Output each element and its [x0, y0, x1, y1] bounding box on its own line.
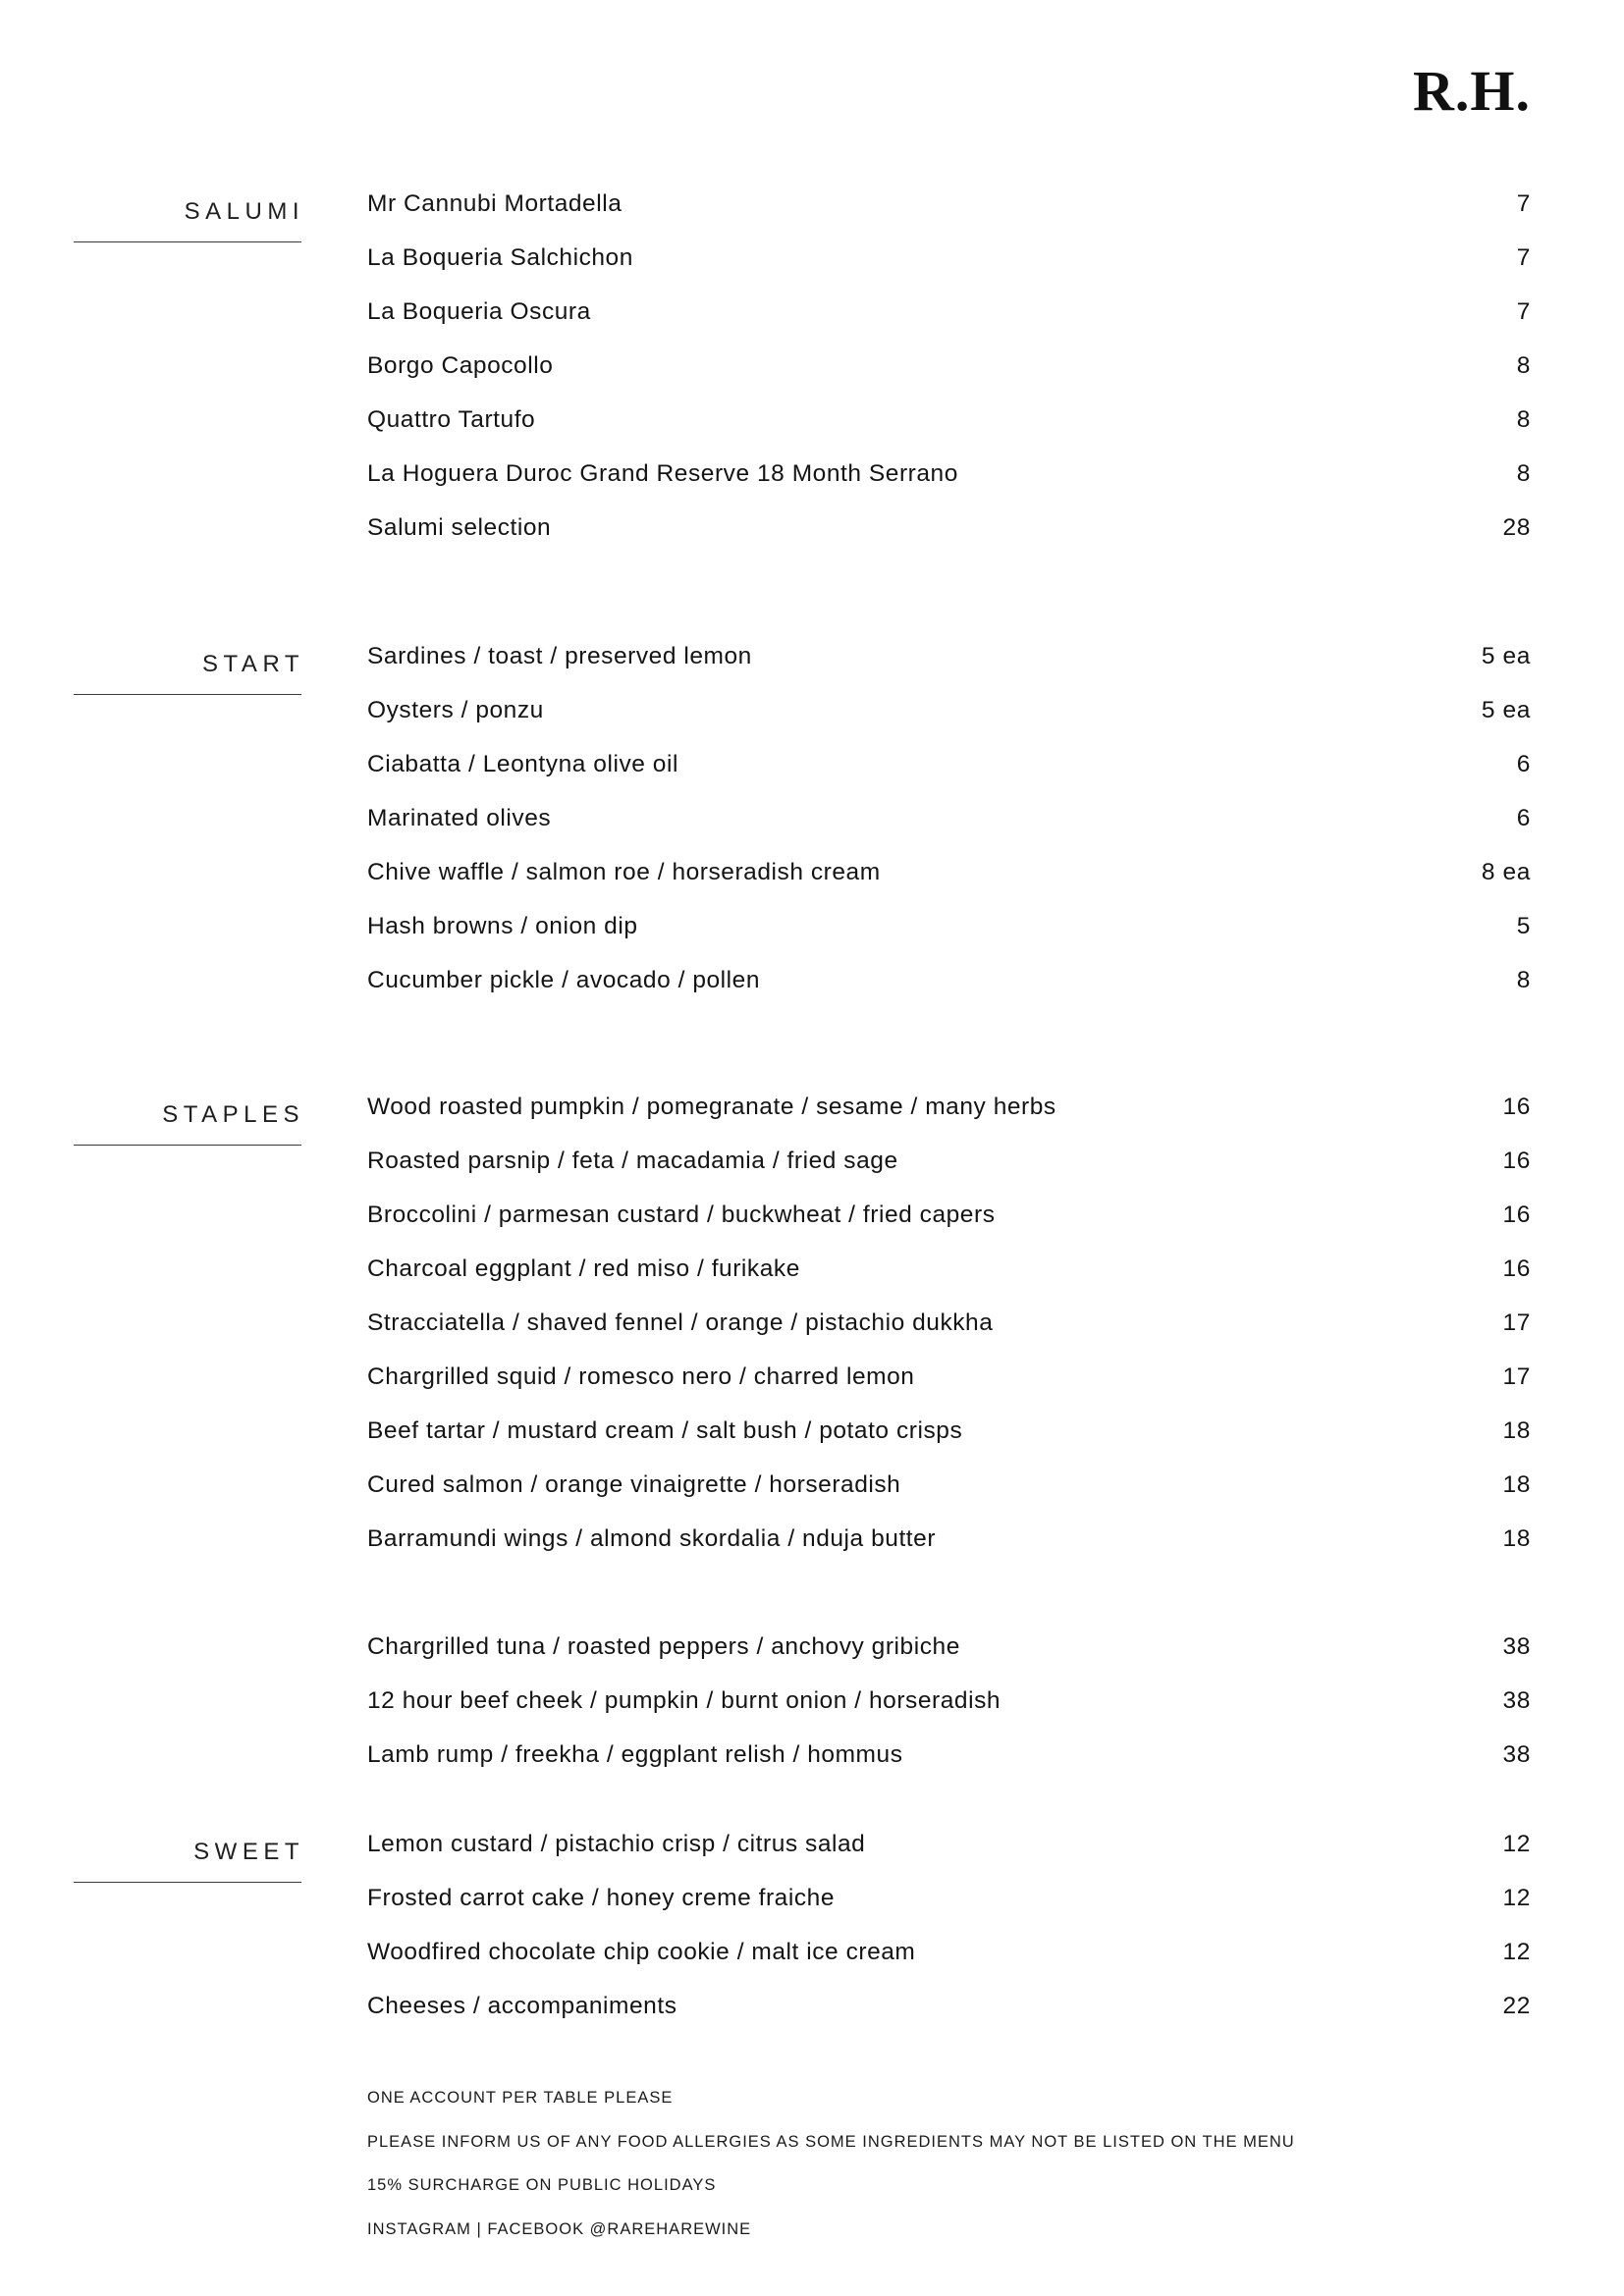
- menu-item-price: 38: [1502, 1633, 1531, 1660]
- menu-row: [367, 1887, 1531, 1941]
- footer-note-allergies: PLEASE INFORM US OF ANY FOOD ALLERGIES AS SOME INGREDIENTS MAY NOT BE LISTED ON THE MENU: [367, 2132, 1295, 2151]
- menu-row: [367, 861, 1531, 915]
- menu-item-name: 12 hour beef cheek / pumpkin / burnt onion / horseradish: [367, 1687, 1001, 1714]
- menu-row: [367, 753, 1531, 807]
- menu-row: [367, 192, 1531, 246]
- menu-item-name: Mr Cannubi Mortadella: [367, 190, 623, 217]
- menu-items-start: [304, 645, 1624, 1023]
- menu-items-sweet: [304, 1833, 1624, 2049]
- menu-item-name: Sardines / toast / preserved lemon: [367, 643, 752, 669]
- menu-item-price: 12: [1502, 1885, 1531, 1911]
- menu-row-spacer: [367, 1581, 1531, 1635]
- menu-item-price: 8 ea: [1481, 859, 1531, 885]
- footer-note-account: ONE ACCOUNT PER TABLE PLEASE: [367, 2089, 674, 2107]
- menu-item-name: La Hoguera Duroc Grand Reserve 18 Month Serrano: [367, 460, 958, 487]
- menu-item-price: 16: [1502, 1094, 1531, 1120]
- menu-row: [367, 1473, 1531, 1527]
- section-label-cell: [0, 645, 304, 1023]
- menu-item-name: Hash browns / onion dip: [367, 913, 638, 939]
- section-rule: [74, 241, 301, 242]
- menu-row: [367, 645, 1531, 699]
- menu-row: [367, 915, 1531, 969]
- menu-row: [367, 408, 1531, 462]
- menu-item-price: 6: [1516, 751, 1531, 777]
- menu-row: [367, 1203, 1531, 1257]
- menu-item-price: 7: [1516, 190, 1531, 217]
- menu-row: [367, 1635, 1531, 1689]
- menu-item-price: 6: [1516, 805, 1531, 831]
- menu-item-price: 7: [1516, 298, 1531, 325]
- menu-row: [367, 462, 1531, 516]
- menu-item-name: La Boqueria Oscura: [367, 298, 591, 325]
- section-heading-start: START: [202, 651, 304, 677]
- menu-item-name: Beef tartar / mustard cream / salt bush / potato crisps: [367, 1417, 963, 1444]
- footer-note-surcharge: 15% SURCHARGE ON PUBLIC HOLIDAYS: [367, 2176, 717, 2194]
- menu-row: [367, 1311, 1531, 1365]
- menu-item-name: Oysters / ponzu: [367, 697, 544, 723]
- menu-item-price: 17: [1502, 1363, 1531, 1390]
- menu-item-price: 16: [1502, 1148, 1531, 1174]
- menu-item-price: 17: [1502, 1309, 1531, 1336]
- section-rule: [74, 694, 301, 695]
- menu-item-price: 12: [1502, 1939, 1531, 1965]
- menu-item-price: 5 ea: [1481, 697, 1531, 723]
- menu-item-name: Lemon custard / pistachio crisp / citrus salad: [367, 1831, 866, 1857]
- menu-row: [367, 1419, 1531, 1473]
- menu-item-name: Frosted carrot cake / honey creme fraiche: [367, 1885, 835, 1911]
- menu-item-price: 18: [1502, 1417, 1531, 1444]
- menu-row: [367, 1995, 1531, 2049]
- menu-row: [367, 1941, 1531, 1995]
- menu-item-name: Chive waffle / salmon roe / horseradish cream: [367, 859, 881, 885]
- section-heading-salumi: SALUMI: [184, 198, 304, 225]
- section-heading-sweet: SWEET: [193, 1839, 304, 1865]
- menu-item-name: Chargrilled tuna / roasted peppers / anchovy gribiche: [367, 1633, 960, 1660]
- menu-row: [367, 1743, 1531, 1797]
- menu-item-name: Marinated olives: [367, 805, 552, 831]
- section-gap: [0, 570, 1624, 645]
- menu-item-name: Quattro Tartufo: [367, 406, 536, 433]
- menu-row: [367, 300, 1531, 354]
- menu-row: [367, 516, 1531, 570]
- menu-item-name: La Boqueria Salchichon: [367, 244, 633, 271]
- section-heading-staples: STAPLES: [162, 1101, 304, 1128]
- menu-item-name: Roasted parsnip / feta / macadamia / fried sage: [367, 1148, 898, 1174]
- menu-row: [367, 1527, 1531, 1581]
- menu-item-name: Chargrilled squid / romesco nero / charred lemon: [367, 1363, 915, 1390]
- menu-row: [367, 1365, 1531, 1419]
- menu-item-price: 5 ea: [1481, 643, 1531, 669]
- menu-item-price: 5: [1516, 913, 1531, 939]
- menu-item-price: 16: [1502, 1201, 1531, 1228]
- menu-item-price: 16: [1502, 1255, 1531, 1282]
- menu-item-name: Cured salmon / orange vinaigrette / horseradish: [367, 1471, 901, 1498]
- menu-item-price: 18: [1502, 1471, 1531, 1498]
- menu-item-price: 38: [1502, 1687, 1531, 1714]
- menu-item-price: 8: [1516, 460, 1531, 487]
- section-gap: [0, 1023, 1624, 1095]
- menu-item-name: Barramundi wings / almond skordalia / nduja butter: [367, 1525, 937, 1552]
- footer-notes: [0, 2049, 1624, 2237]
- section-label-cell: [0, 1833, 304, 2049]
- menu-section-start: [0, 645, 1624, 1023]
- section-label-cell: [0, 1095, 304, 1797]
- menu-item-name: Ciabatta / Leontyna olive oil: [367, 751, 678, 777]
- menu-item-price: 8: [1516, 406, 1531, 433]
- menu-row: [367, 969, 1531, 1023]
- section-label-cell: [0, 192, 304, 570]
- menu-row: [367, 699, 1531, 753]
- footer-note-social: INSTAGRAM | FACEBOOK @RAREHAREWINE: [367, 2219, 752, 2238]
- section-rule: [74, 1145, 301, 1146]
- menu-item-name: Wood roasted pumpkin / pomegranate / sesame / many herbs: [367, 1094, 1056, 1120]
- restaurant-logo: R.H.: [1413, 59, 1531, 123]
- menu-item-name: Charcoal eggplant / red miso / furikake: [367, 1255, 800, 1282]
- menu-item-price: 22: [1502, 1993, 1531, 2019]
- menu-row: [367, 354, 1531, 408]
- menu-item-name: Salumi selection: [367, 514, 552, 541]
- menu-item-price: 7: [1516, 244, 1531, 271]
- menu-row: [367, 246, 1531, 300]
- section-gap: [0, 1797, 1624, 1833]
- menu-item-price: 12: [1502, 1831, 1531, 1857]
- menu-section-salumi: [0, 192, 1624, 570]
- menu-item-price: 18: [1502, 1525, 1531, 1552]
- menu-item-name: Broccolini / parmesan custard / buckwheat / fried capers: [367, 1201, 996, 1228]
- menu-items-salumi: [304, 192, 1624, 570]
- menu-item-price: 38: [1502, 1741, 1531, 1768]
- menu-item-name: Lamb rump / freekha / eggplant relish / hommus: [367, 1741, 903, 1768]
- menu-section-sweet: [0, 1833, 1624, 2049]
- menu-section-staples: [0, 1095, 1624, 1797]
- menu-item-price: 28: [1502, 514, 1531, 541]
- menu-item-name: Woodfired chocolate chip cookie / malt ice cream: [367, 1939, 916, 1965]
- menu-row: [367, 1095, 1531, 1149]
- menu-row: [367, 1149, 1531, 1203]
- menu-items-staples: [304, 1095, 1624, 1797]
- menu-item-name: Borgo Capocollo: [367, 352, 554, 379]
- menu-row: [367, 1689, 1531, 1743]
- section-rule: [74, 1882, 301, 1883]
- menu-item-name: Cucumber pickle / avocado / pollen: [367, 967, 761, 993]
- menu-row: [367, 807, 1531, 861]
- menu-content: [0, 192, 1624, 2237]
- menu-item-price: 8: [1516, 352, 1531, 379]
- menu-item-name: Cheeses / accompaniments: [367, 1993, 677, 2019]
- menu-row: [367, 1257, 1531, 1311]
- menu-row: [367, 1833, 1531, 1887]
- menu-item-price: 8: [1516, 967, 1531, 993]
- menu-item-name: Stracciatella / shaved fennel / orange / pistachio dukkha: [367, 1309, 994, 1336]
